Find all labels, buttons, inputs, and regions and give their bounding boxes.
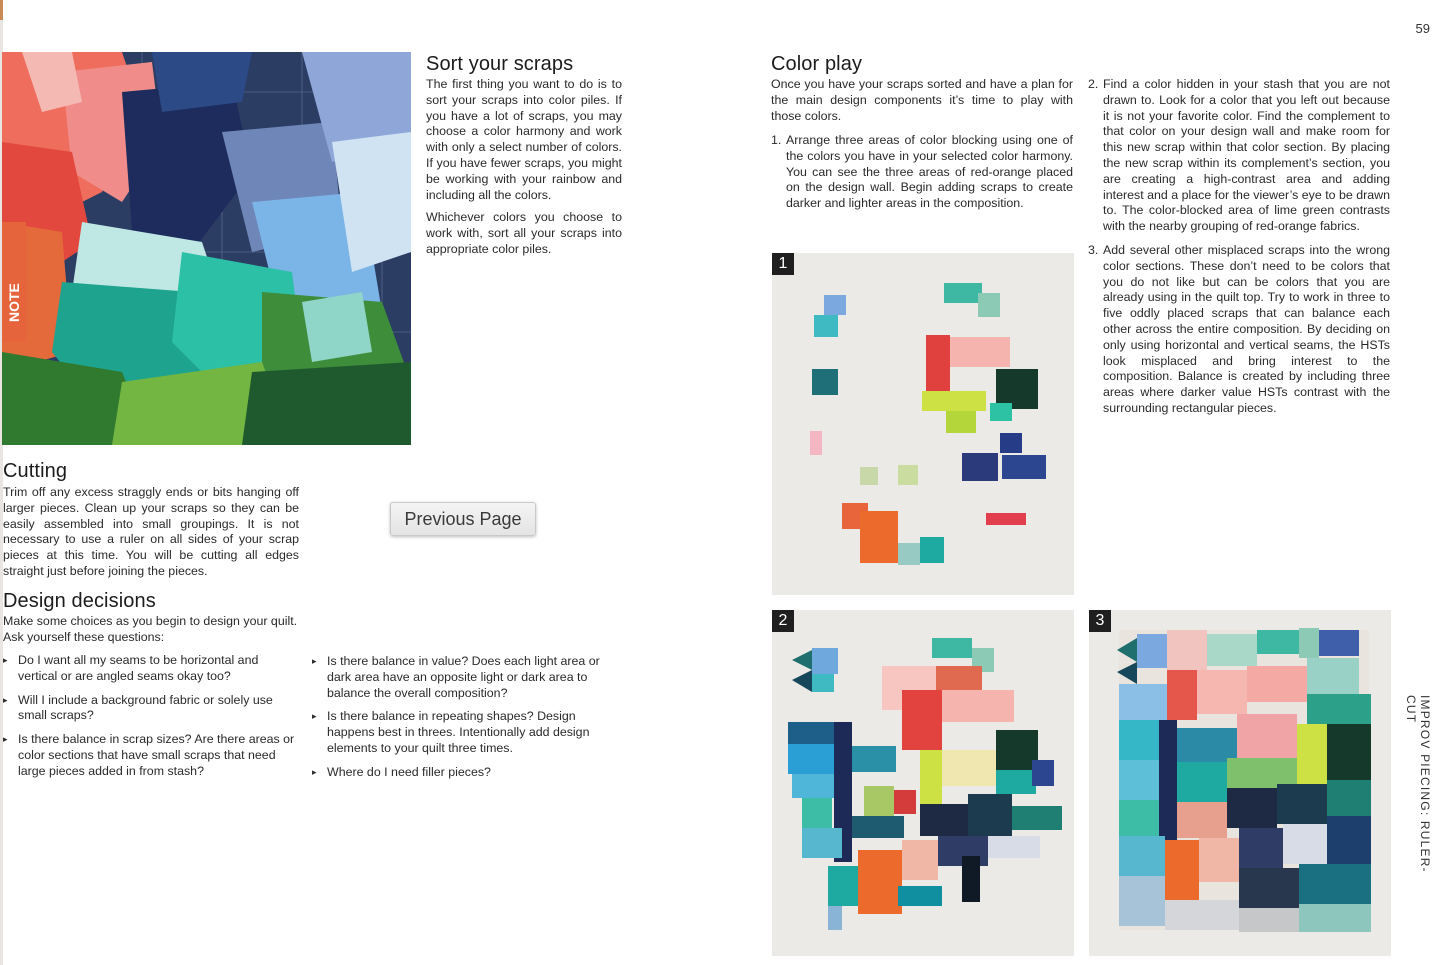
color-play-intro-text: Once you have your scraps sorted and have a plan for the main design components it’s time to play with those colors. — [771, 77, 1073, 123]
step-number: 2. — [1088, 77, 1099, 91]
step-number: 1. — [771, 133, 782, 147]
scrap-patch — [944, 283, 982, 303]
design-question: ▸ Is there balance in scrap sizes? Are there areas or color sections that have small scraps that need large pieces added in from stash? — [3, 732, 299, 779]
step-number: 3. — [1088, 242, 1099, 257]
scrap-patch — [962, 453, 998, 481]
scraps-illustration — [2, 52, 411, 445]
design-question: ▸ Where do I need filler pieces? — [312, 765, 622, 781]
scrap-patch — [978, 293, 1000, 317]
scrap-patch — [926, 335, 950, 391]
color-play-heading: Color play — [771, 53, 863, 75]
previous-page-button[interactable]: Previous Page — [390, 502, 536, 536]
step-text: Find a color hidden in your stash that you are not drawn to. Look for a color that you left out because it is not your favorite color. Find the complement to that color on your design wall and make room for this new scrap within that color section. By placing the new scrap within its complement’s section, you are creating a high-contrast area and adding interest and a place for the viewer’s eye to be drawn to. The color-blocked area of lime green contrasts with the nearby grouping of red-orange fabrics. — [1103, 77, 1390, 234]
figure-number-badge: 1 — [772, 253, 794, 275]
design-intro — [3, 614, 303, 653]
sort-scraps-heading: Sort your scraps — [426, 53, 574, 75]
page-number: 59 — [1415, 21, 1430, 36]
sorted-scraps-photo — [2, 52, 411, 445]
step-item — [1088, 77, 1390, 235]
color-play-intro — [771, 77, 1073, 131]
scrap-patch — [946, 411, 976, 433]
scrap-patch — [986, 513, 1026, 525]
quilt-figure-1 — [772, 253, 1074, 595]
sort-paragraph-1: The first thing you want to do is to sort your scraps into color piles. If you have a lot of scraps, you may choose a color harmony and work with only a select number of colors. If you have fewer scraps, you might be working with your rainbow and including all the colors. — [426, 77, 622, 202]
running-head: IMPROV PIECING: RULER-CUT — [1404, 695, 1432, 873]
step-item — [771, 133, 1073, 212]
quilt-figure-2 — [772, 610, 1074, 956]
scrap-patch — [898, 465, 918, 485]
page-edge-accent — [0, 0, 3, 20]
step-item — [1088, 243, 1390, 417]
scrap-patch — [812, 369, 838, 395]
scrap-patch — [824, 295, 846, 315]
scrap-patch — [814, 315, 838, 337]
scrap-patch — [922, 391, 986, 411]
scrap-patch — [950, 337, 1010, 367]
color-play-steps-col1 — [771, 133, 1073, 220]
selvage-text: NOTE — [6, 283, 22, 322]
scrap-patch — [990, 403, 1012, 421]
design-questions-left — [3, 653, 299, 788]
quilt-figure-3 — [1089, 610, 1391, 956]
scrap-patch — [1000, 433, 1022, 453]
sort-scraps-body — [426, 77, 622, 265]
cutting-heading: Cutting — [3, 460, 68, 482]
scrap-patch — [860, 467, 878, 485]
design-question: ▸ Is there balance in repeating shapes? Design happens best in threes. Intentionally add design elements to your quilt three times. — [312, 709, 622, 756]
design-question: ▸ Do I want all my seams to be horizontal and vertical or are angled seams okay too? — [3, 653, 299, 685]
design-question: ▸ Will I include a background fabric or solely use small scraps? — [3, 693, 299, 725]
cutting-body — [3, 485, 299, 587]
step-text: Arrange three areas of color blocking using one of the colors you have in your selected color harmony. You can see the three areas of red-orange placed on the design wall. Begin adding scraps to create darker and lighter areas in the composition. — [786, 133, 1073, 211]
figure-number-badge: 2 — [772, 610, 794, 632]
step-text: Add several other misplaced scraps into the wrong color sections. These don’t need to be colors that you do not like but can be colors that you are already using in the quilt top. Try to work in three to five oddly placed scraps that can balance each other across the entire composition. By deciding on only using horizontal and vertical seams, the HSTs look misplaced and bring interest to the composition. Balance is created by including three areas where darker value HSTs contrast with the surrounding rectangular pieces. — [1103, 242, 1390, 415]
sort-paragraph-2: Whichever colors you choose to work with, sort all your scraps into appropriate color piles. — [426, 210, 622, 256]
design-question: ▸ Is there balance in value? Does each light area or dark area have an opposite light or dark area to balance the overall composition? — [312, 654, 622, 701]
quilt-3-illustration — [1089, 610, 1391, 956]
scrap-patch — [920, 537, 944, 563]
design-questions-right — [312, 654, 622, 789]
scrap-patch — [810, 431, 822, 455]
cutting-paragraph: Trim off any excess straggly ends or bits hanging off larger pieces. Clean up your scraps so they can be easily assembled into small groupings. It is not necessary to use a ruler on all sides of your scrap pieces at this time. You will be cutting all edges straight just before joining the pieces. — [3, 485, 299, 578]
scrap-patch — [1002, 455, 1046, 479]
figure-number-badge: 3 — [1089, 610, 1111, 632]
scrap-patch — [860, 511, 898, 563]
color-play-steps-col2 — [1088, 77, 1390, 425]
design-decisions-heading: Design decisions — [3, 590, 156, 612]
quilt-2-illustration — [772, 610, 1074, 956]
design-intro-text: Make some choices as you begin to design your quilt. Ask yourself these questions: — [3, 614, 298, 644]
scrap-patch — [898, 543, 920, 565]
